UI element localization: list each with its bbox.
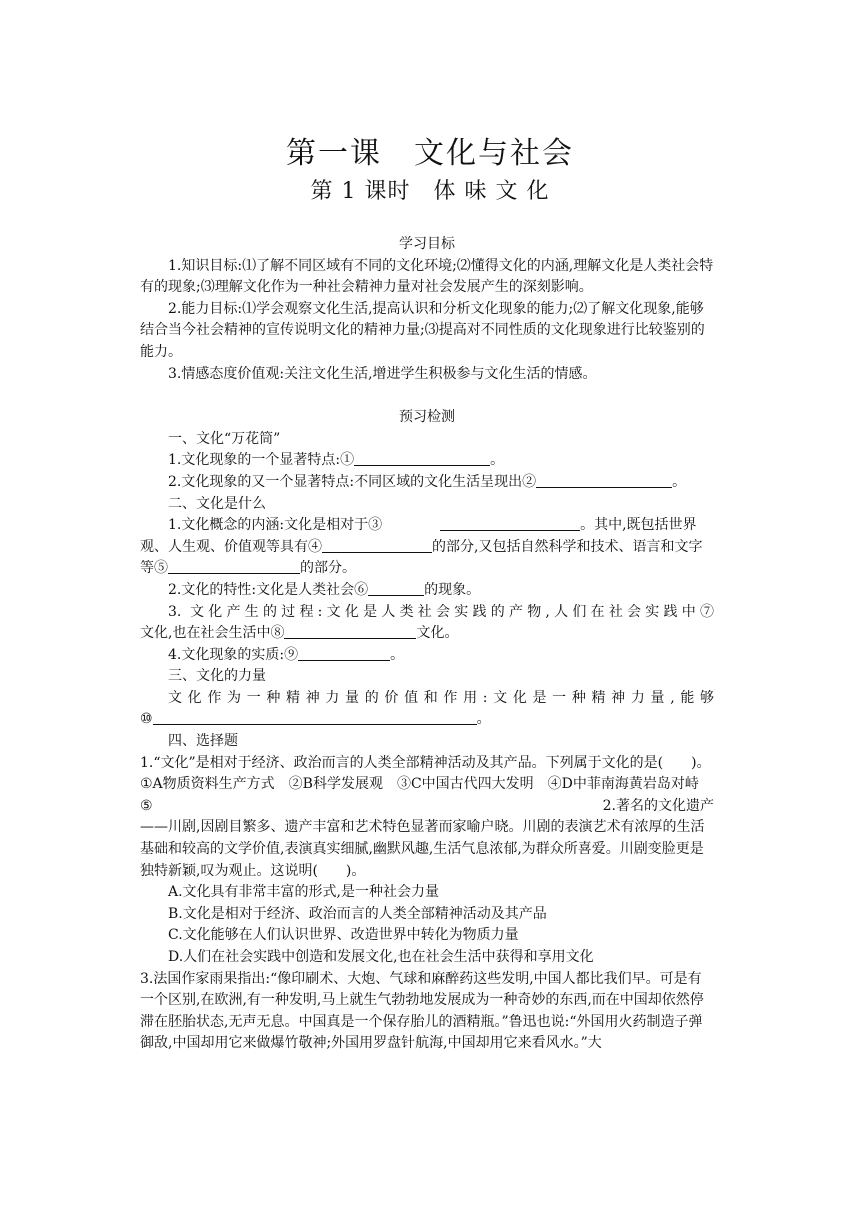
answer-blank[interactable] <box>153 710 477 725</box>
question-line: 3. 文化产生的过程:文化是人类社会实践的产物,人们在社会实践中⑦ <box>168 603 714 620</box>
preview-heading: 预习检测 <box>399 409 455 426</box>
question-line <box>140 450 714 472</box>
question-line <box>140 709 714 731</box>
answer-blank[interactable] <box>298 646 390 661</box>
question-options: ①A物质资料生产方式 ②B科学发展观 ③C中国古代四大发明 ④D中菲南海黄岩岛对峙 <box>140 776 699 793</box>
answer-option[interactable]: C.文化能够在人们认识世界、改造世界中转化为物质力量 <box>168 927 519 944</box>
lesson-subtitle: 第 1 课时 体 味 文 化 <box>310 179 550 204</box>
objectives-heading: 学习目标 <box>399 236 455 252</box>
section-title: 二、文化是什么 <box>168 495 266 512</box>
question-stem: 1.“文化”是相对于经济、政治而言的人类全部精神活动及其产品。下列属于文化的是( )。 <box>140 754 711 771</box>
question-line: 文化作为一种精神力量的价值和作用:文化是一种精神力量,能够 <box>168 689 714 706</box>
answer-blank[interactable] <box>440 516 580 531</box>
question-text: 的现象。 <box>424 581 481 598</box>
question-text: 文化。 <box>416 625 459 642</box>
question-text: 2.文化现象的又一个显著特点:不同区域的文化生活呈现出② <box>168 473 537 490</box>
objective-item: 1.知识目标:⑴了解不同区域有不同的文化环境;⑵懂得文化的内涵,理解文化是人类社会特有的现象;⑶理解文化作为一种社会精神力量对社会发展产生的深刻影响。 <box>140 257 714 296</box>
question-text: 4.文化现象的实质:⑨ <box>168 646 299 663</box>
question-text: 2.著名的文化遗产 <box>602 797 714 814</box>
answer-blank[interactable] <box>322 538 432 553</box>
question-text: ⑤ <box>140 797 153 814</box>
question-line <box>140 623 714 645</box>
objective-item: 3.情感态度价值观:关注文化生活,增进学生积极参与文化生活的情感。 <box>168 365 597 382</box>
document-body <box>140 234 714 1055</box>
period: 。 <box>390 646 405 663</box>
question-text: 1.文化现象的一个显著特点:① <box>168 452 355 469</box>
question-line <box>140 515 714 580</box>
period: 。 <box>490 452 505 469</box>
section-title: 四、选择题 <box>168 733 238 750</box>
question-text: 2.文化的特性:文化是人类社会⑥ <box>168 581 369 598</box>
question-line <box>140 645 714 667</box>
answer-option[interactable]: D.人们在社会实践中创造和发展文化,也在社会生活中获得和享用文化 <box>168 949 594 965</box>
section-title: 三、文化的力量 <box>168 668 266 685</box>
answer-blank[interactable] <box>536 473 672 488</box>
answer-blank[interactable] <box>168 559 300 574</box>
answer-blank[interactable] <box>284 624 416 639</box>
answer-option[interactable]: A.文化具有非常丰富的形式,是一种社会力量 <box>168 884 440 901</box>
period: 。 <box>672 473 687 490</box>
question-text: 的部分,又包括自然科学和技术、语言和文字等⑤ <box>140 538 703 577</box>
question-text: 1.文化概念的内涵:文化是相对于③ <box>168 517 383 534</box>
answer-blank[interactable] <box>354 451 490 466</box>
question-line <box>140 796 714 818</box>
period: 。 <box>476 711 491 728</box>
question-text: 文化,也在社会生活中⑧ <box>140 625 285 642</box>
question-line <box>140 580 714 602</box>
question-text: 。其中,既包括世界观、人生观、价值观等具有④ <box>140 517 697 555</box>
objective-item: 2.能力目标:⑴学会观察文化生活,提高认识和分析文化现象的能力;⑵了解文化现象,能够结合当今社会精神的宣传说明文化的精神力量;⑶提高对不同性质的文化现象进行比较鉴别的能力。 <box>140 300 705 360</box>
answer-option[interactable]: B.文化是相对于经济、政治而言的人类全部精神活动及其产品 <box>168 905 547 922</box>
lesson-title: 第一课 文化与社会 <box>286 136 574 171</box>
question-text: ⑩ <box>140 711 153 728</box>
answer-blank[interactable] <box>368 581 424 596</box>
question-stem: 3.法国作家雨果指出:“像印刷术、大炮、气球和麻醉药这些发明,中国人都比我们早。可是有一个区别,在欧洲,有一种发明,马上就生气勃勃地发展成为一种奇妙的东西,而在中国却依然停滞在胚胎状态,无声无息。中国真是一个保存胎儿的酒精瓶。”鲁迅也说:“外国用火药制造子弹御敌,中国却用它来做爆竹敬神;外国用罗盘针航海,中国却用它来看风水。”大 <box>140 970 704 1052</box>
question-text: 的部分。 <box>300 560 356 577</box>
question-line <box>140 472 714 494</box>
question-stem: ——川剧,因剧目繁多、遗产丰富和艺术特色显著而家喻户晓。川剧的表演艺术有浓厚的生活基础和较高的文学价值,表演真实细腻,幽默风趣,生活气息浓郁,为群众所喜爱。川剧变脸更是独特新颖,叹为观止。这说明( )。 <box>140 819 705 879</box>
section-title: 一、文化“万花筒” <box>168 430 281 447</box>
